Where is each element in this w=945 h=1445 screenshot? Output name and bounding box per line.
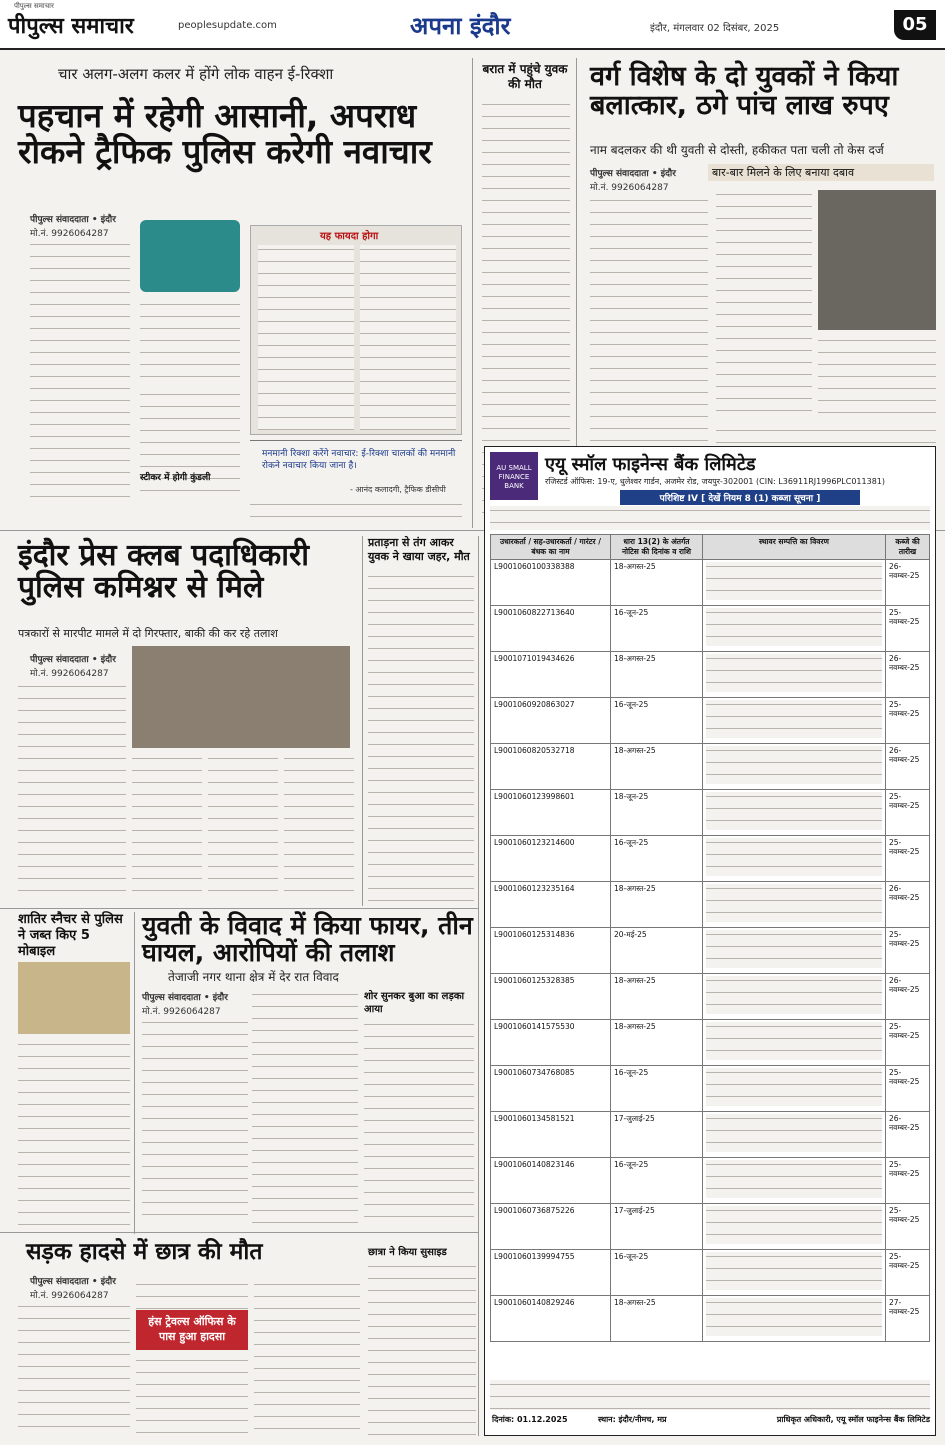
- col-property: स्थावर सम्पत्ति का विवरण: [703, 535, 886, 560]
- story4-headline: इंदौर प्रेस क्लब पदाधिकारी पुलिस कमिश्नर से मिले: [18, 538, 310, 606]
- story7-body-col1: [142, 1018, 248, 1226]
- story3-headline: वर्ग विशेष के दो युवकों ने किया बलात्कार, ठगे पांच लाख रुपए: [590, 61, 899, 122]
- property-description: [703, 790, 886, 836]
- loan-number: L9001060134581521: [491, 1112, 611, 1158]
- property-description: [703, 652, 886, 698]
- story7-mobile: मो.नं. 9926064287: [142, 1007, 221, 1017]
- loan-number: L9001060123998601: [491, 790, 611, 836]
- mobile-phones-photo: [18, 962, 130, 1034]
- notice-row: [491, 836, 930, 882]
- story4-byline: पीपुल्स संवाददाता • इंदौर: [30, 655, 116, 665]
- loan-number: L9001060736875226: [491, 1204, 611, 1250]
- story7-byline: पीपुल्स संवाददाता • इंदौर: [142, 993, 228, 1003]
- story1-kicker: चार अलग-अलग कलर में होंगे लोक वाहन ई-रिक्शा: [58, 65, 334, 83]
- story6-headline: शातिर स्नैचर से पुलिस ने जब्त किए 5 मोबाइल: [18, 912, 123, 959]
- ad-appendix: परिशिष्ट IV [ देखें नियम 8 (1) कब्जा सूचना ]: [620, 490, 860, 505]
- story3-deck: नाम बदलकर की थी युवती से दोस्ती, हकीकत पता चली तो केस दर्ज: [590, 143, 884, 157]
- notice-date: 17-जुलाई-25: [611, 1112, 703, 1158]
- notice-row: [491, 606, 930, 652]
- possession-date: 26-नवम्बर-25: [886, 974, 930, 1020]
- story3-byline: पीपुल्स संवाददाता • इंदौर: [590, 169, 676, 179]
- property-description: [703, 1112, 886, 1158]
- possession-date: 25-नवम्बर-25: [886, 836, 930, 882]
- story8-headline: सड़क हादसे में छात्र की मौत: [26, 1239, 263, 1265]
- notice-row: [491, 1250, 930, 1296]
- story7-body-col3: [364, 1020, 474, 1226]
- story1-mobile: मो.नं. 9926064287: [30, 229, 109, 239]
- dateline: इंदौर, मंगलवार 02 दिसंबर, 2025: [650, 23, 780, 34]
- story1-body-col1: [30, 240, 130, 500]
- newspaper-logo: पीपुल्स समाचार: [8, 14, 134, 39]
- story7-body-col2: [252, 990, 358, 1226]
- notice-row: [491, 1158, 930, 1204]
- story3-body-col2: [716, 190, 812, 420]
- notice-row: [491, 882, 930, 928]
- story7-side-kicker: शोर सुनकर बुआ का लड़का आया: [364, 991, 465, 1015]
- story2-kicker: बरात में पहुंचे युवक की मौत: [482, 62, 568, 91]
- erickshaw-photo: [140, 220, 240, 292]
- story1-benefits-list1: [258, 245, 354, 430]
- notice-date: 17-जुलाई-25: [611, 1204, 703, 1250]
- possession-date: 26-नवम्बर-25: [886, 652, 930, 698]
- col-borrower: उधारकर्ता / सह-उधारकर्ता / गारंटर / बंधक का नाम: [491, 535, 611, 560]
- possession-date: 26-नवम्बर-25: [886, 882, 930, 928]
- masthead-tagline: पीपुल्स समाचार: [14, 2, 54, 10]
- notice-row: [491, 1112, 930, 1158]
- notice-row: [491, 652, 930, 698]
- notice-row: [491, 1296, 930, 1342]
- notice-row: [491, 1204, 930, 1250]
- notice-date: 16-जून-25: [611, 836, 703, 882]
- ad-intro-text: [490, 506, 930, 530]
- loan-number: L9001060141575530: [491, 1020, 611, 1066]
- loan-number: L9001060140829246: [491, 1296, 611, 1342]
- property-description: [703, 744, 886, 790]
- story8-mobile: मो.नं. 9926064287: [30, 1291, 109, 1301]
- loan-number: L9001060125314836: [491, 928, 611, 974]
- ad-title: एयू स्मॉल फाइनेन्स बैंक लिमिटेड: [545, 454, 756, 475]
- story1-subhead: स्टीकर में होगी कुंडली: [140, 473, 211, 483]
- story8-side-body: [368, 1262, 476, 1436]
- story7-deck: तेजाजी नगर थाना क्षेत्र में देर रात विवाद: [168, 970, 339, 984]
- story3-mobile: मो.नं. 9926064287: [590, 183, 669, 193]
- story1-body-col2a: [140, 300, 240, 384]
- notice-date: 18-अगस्त-25: [611, 1020, 703, 1066]
- ad-footer-date: दिनांक: 01.12.2025: [492, 1415, 568, 1424]
- section-title: अपना इंदौर: [410, 12, 511, 40]
- possession-date: 25-नवम्बर-25: [886, 928, 930, 974]
- story4-body-col3: [208, 754, 278, 902]
- notice-date: 18-जून-25: [611, 790, 703, 836]
- woman-photo: [818, 190, 936, 330]
- property-description: [703, 1204, 886, 1250]
- story4-deck: पत्रकारों से मारपीट मामले में दो गिरफ्तार, बाकी की कर रहे तलाश: [18, 627, 278, 640]
- notice-row: [491, 744, 930, 790]
- property-description: [703, 1296, 886, 1342]
- loan-number: L9001060140823146: [491, 1158, 611, 1204]
- notice-row: [491, 560, 930, 606]
- possession-date: 25-नवम्बर-25: [886, 698, 930, 744]
- story1-body-bottom: [250, 500, 462, 524]
- possession-date: 25-नवम्बर-25: [886, 1066, 930, 1112]
- notice-date: 16-जून-25: [611, 1250, 703, 1296]
- property-description: [703, 1020, 886, 1066]
- property-description: [703, 974, 886, 1020]
- story3-photo-caption: [818, 336, 936, 420]
- story8-side-kicker: छात्रा ने किया सुसाइड: [368, 1247, 447, 1258]
- story6-body: [18, 1040, 130, 1226]
- story3-subdeck: बार-बार मिलने के लिए बनाया दबाव: [708, 164, 934, 181]
- ad-footer-text: [490, 1380, 930, 1410]
- loan-number: L9001060125328385: [491, 974, 611, 1020]
- loan-number: L9001060123235164: [491, 882, 611, 928]
- loan-number: L9001060734768085: [491, 1066, 611, 1112]
- story1-quote-author: - आनंद कलादगी, ट्रैफिक डीसीपी: [350, 485, 446, 494]
- column-rule: [472, 58, 473, 528]
- col-possession-date: कब्जे की तारीख: [886, 535, 930, 560]
- property-description: [703, 1066, 886, 1112]
- press-club-meeting-photo: [132, 646, 350, 748]
- possession-date: 26-नवम्बर-25: [886, 744, 930, 790]
- column-rule: [362, 536, 363, 906]
- story1-benefits-title: यह फायदा होगा: [320, 231, 379, 242]
- loan-number: L9001071019434626: [491, 652, 611, 698]
- possession-date: 25-नवम्बर-25: [886, 790, 930, 836]
- notice-date: 16-जून-25: [611, 1066, 703, 1112]
- loan-number: L9001060820532718: [491, 744, 611, 790]
- possession-date: 25-नवम्बर-25: [886, 1204, 930, 1250]
- notice-row: [491, 698, 930, 744]
- story4-body-col4: [284, 754, 354, 902]
- col-notice: धारा 13(2) के अंतर्गत नोटिस की दिनांक व राशि: [611, 535, 703, 560]
- possession-date: 25-नवम्बर-25: [886, 1250, 930, 1296]
- story4-mobile: मो.नं. 9926064287: [30, 669, 109, 679]
- property-description: [703, 928, 886, 974]
- website-url[interactable]: peoplesupdate.com: [178, 20, 277, 31]
- ad-footer-signature: प्राधिकृत अधिकारी, एयू स्मॉल फाइनेन्स बैंक लिमिटेड: [776, 1415, 930, 1424]
- notice-row: [491, 928, 930, 974]
- notice-date: 18-अगस्त-25: [611, 652, 703, 698]
- notice-date: 18-अगस्त-25: [611, 1296, 703, 1342]
- story8-body-col2a: [136, 1280, 248, 1310]
- ad-address: रजिस्टर्ड ऑफिस: 19-ए, धुलेश्वर गार्डन, अजमेर रोड, जयपुर-302001 (CIN: L36911RJ1996PLC011381): [545, 477, 885, 486]
- story8-byline: पीपुल्स संवाददाता • इंदौर: [30, 1277, 116, 1287]
- loan-number: L9001060920863027: [491, 698, 611, 744]
- notice-date: 16-जून-25: [611, 1158, 703, 1204]
- notice-date: 18-अगस्त-25: [611, 744, 703, 790]
- page-number: 05: [894, 10, 936, 40]
- property-description: [703, 560, 886, 606]
- possession-date: 25-नवम्बर-25: [886, 606, 930, 652]
- notice-date: 18-अगस्त-25: [611, 882, 703, 928]
- possession-date: 26-नवम्बर-25: [886, 1112, 930, 1158]
- story4-body-col1: [18, 682, 126, 902]
- notice-date: 20-मई-25: [611, 928, 703, 974]
- property-description: [703, 1158, 886, 1204]
- story4-body-col2: [132, 754, 202, 902]
- notice-date: 18-अगस्त-25: [611, 560, 703, 606]
- story5-body: [368, 572, 474, 902]
- au-bank-logo: AU SMALL FINANCE BANK: [490, 452, 538, 500]
- property-description: [703, 606, 886, 652]
- story1-body-col2b: [140, 390, 240, 500]
- ad-footer-place: स्थान: इंदौर/नीमच, मप्र: [598, 1415, 667, 1424]
- story5-kicker: प्रताड़ना से तंग आकर युवक ने खाया जहर, मौत: [368, 536, 470, 563]
- notice-row: [491, 974, 930, 1020]
- loan-number: L9001060123214600: [491, 836, 611, 882]
- story8-body-col1: [18, 1302, 130, 1436]
- loan-number: L9001060822713640: [491, 606, 611, 652]
- possession-date: 25-नवम्बर-25: [886, 1158, 930, 1204]
- story8-body-col2b: [136, 1356, 248, 1436]
- section-rule: [0, 908, 478, 909]
- property-description: [703, 882, 886, 928]
- property-description: [703, 836, 886, 882]
- story1-byline: पीपुल्स संवाददाता • इंदौर: [30, 215, 116, 225]
- notice-date: 16-जून-25: [611, 698, 703, 744]
- loan-number: L9001060139994755: [491, 1250, 611, 1296]
- property-description: [703, 698, 886, 744]
- story7-headline: युवती के विवाद में किया फायर, तीन घायल, आरोपियों की तलाश: [142, 911, 473, 967]
- story1-headline: पहचान में रहेगी आसानी, अपराध रोकने ट्रैफिक पुलिस करेगी नवाचार: [18, 96, 432, 171]
- loan-number: L9001060100338388: [491, 560, 611, 606]
- column-rule: [478, 536, 479, 1436]
- possession-date: 26-नवम्बर-25: [886, 560, 930, 606]
- section-rule: [0, 1232, 478, 1233]
- possession-date: 27-नवम्बर-25: [886, 1296, 930, 1342]
- property-description: [703, 1250, 886, 1296]
- notice-row: [491, 790, 930, 836]
- ad-notice-table: [490, 534, 930, 1342]
- notice-row: [491, 1020, 930, 1066]
- notice-row: [491, 1066, 930, 1112]
- story1-benefits-list2: [360, 245, 456, 430]
- possession-date: 25-नवम्बर-25: [886, 1020, 930, 1066]
- notice-date: 18-अगस्त-25: [611, 974, 703, 1020]
- column-rule: [134, 912, 135, 1234]
- notice-date: 16-जून-25: [611, 606, 703, 652]
- story1-quote: मनमानी रिक्शा करेंगे नवाचार: ई-रिक्शा चालकों की मनमानी रोकने नवाचार किया जाना है।: [262, 449, 456, 471]
- story8-highlight-box: हंस ट्रेवल्स ऑफिस के पास हुआ हादसा: [136, 1310, 248, 1350]
- story8-body-col3: [254, 1280, 360, 1436]
